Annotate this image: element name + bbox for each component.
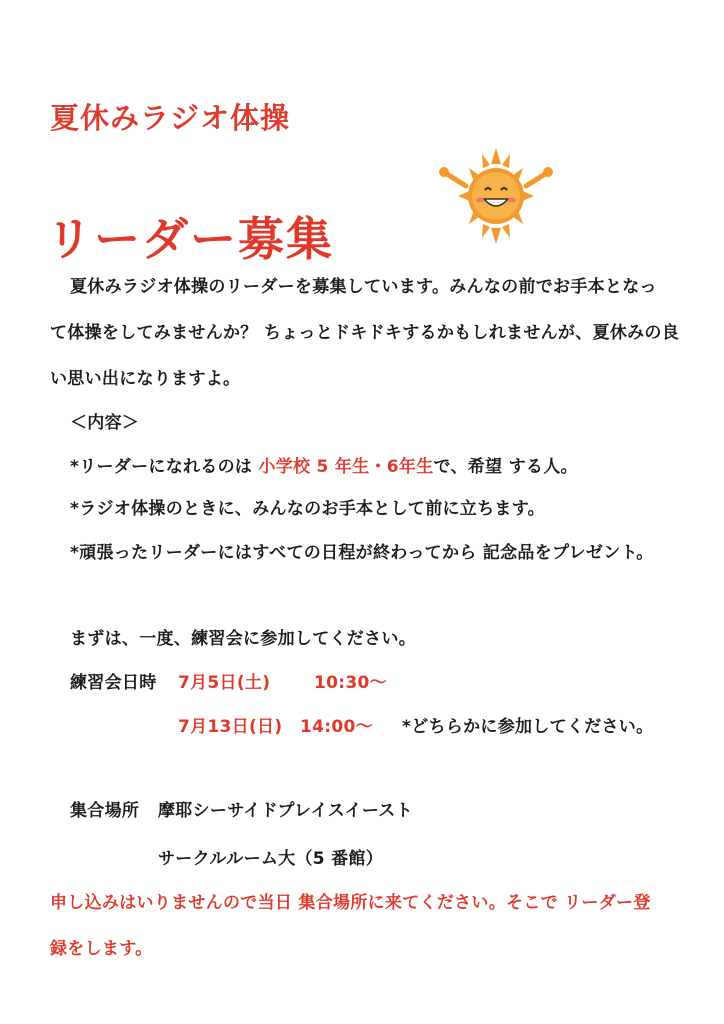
intro-line-3: い思い出になりますよ。 [50, 369, 241, 389]
list-item-1-prefix: *リーダーになれるのは [70, 457, 259, 477]
list-item-3: *頑張ったリーダーにはすべての日程が終わってから 記念品をプレゼント。 [70, 543, 654, 563]
eligible-grades: 小学校 5 年生・6年生 [258, 457, 434, 477]
intro-line-2: て体操をしてみませんか？ ちょっとドキドキするかもしれませんが、夏休みの良 [50, 323, 680, 343]
page-title: 夏休みラジオ体操 [50, 101, 291, 135]
venue-label: 集合場所 [70, 801, 140, 821]
notice-line-1: 申し込みはいりませんので当日 集合場所に来てください。そこで リーダー登 [50, 893, 651, 913]
contents-heading: ＜内容＞ [70, 413, 140, 433]
list-item-2: *ラジオ体操のときに、みんなのお手本として前に立ちます。 [70, 499, 545, 519]
practice-date-1: 7月5日(土) [178, 673, 271, 693]
list-item-1-suffix: で、希望 する人。 [433, 457, 578, 477]
practice-intro: まずは、一度、練習会に参加してください。 [70, 629, 416, 649]
practice-date-2: 7月13日(日) [178, 717, 283, 737]
practice-note: *どちらかに参加してください。 [402, 717, 654, 737]
venue-line-1: 摩耶シーサイドプレイスイースト [158, 801, 413, 821]
headline: リーダー募集 [46, 212, 334, 266]
notice-line-2: 録をします。 [50, 939, 153, 959]
sun-mascot-icon [436, 146, 556, 246]
venue-line-2: サークルルーム大（5 番館） [158, 849, 384, 869]
practice-time-2: 14:00〜 [300, 717, 373, 737]
intro-line-1: 夏休みラジオ体操のリーダーを募集しています。みんなの前でお手本となっ [70, 277, 657, 297]
practice-time-1: 10:30〜 [314, 673, 387, 693]
list-item-1 [70, 452, 578, 477]
practice-label: 練習会日時 [70, 673, 157, 693]
